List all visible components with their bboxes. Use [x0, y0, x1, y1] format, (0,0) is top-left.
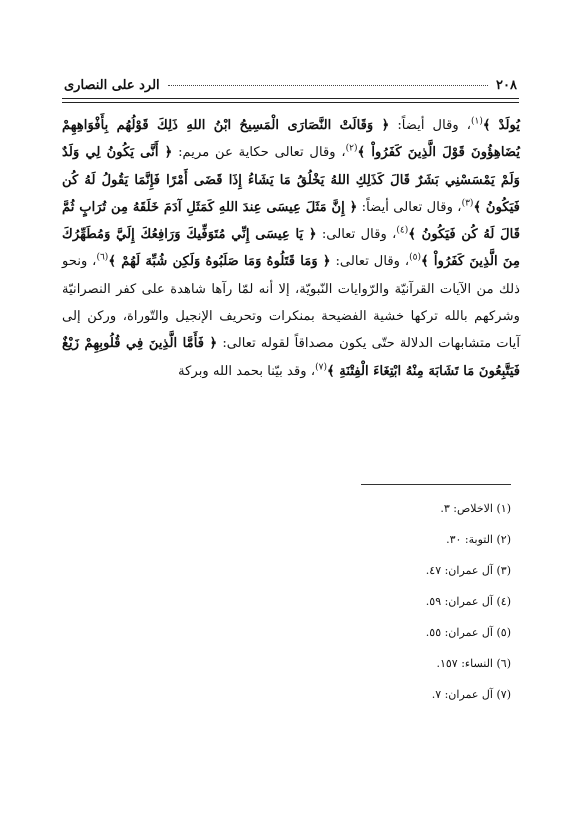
footnotes-list [211, 500, 511, 717]
body-text: ، وقال تعالى حكاية عن مريم: [172, 145, 346, 161]
footnote-item: (٣) آل عمران: ٤٧. [425, 564, 511, 577]
header-rule [62, 98, 519, 103]
quran-verse: ﴿ إِنَّ مَثَلَ عِيسَى عِندَ اللهِ كَمَثَلِ آدَمَ خَلَقَهُ مِن تُرَابٍ ثُمَّ قَالَ لَهُ كُن فَيَكُونُ ﴾ [62, 199, 521, 243]
main-text [62, 112, 520, 385]
running-header [64, 74, 517, 96]
footnote-item: (١) الاخلاص: ٣. [440, 502, 511, 515]
body-text: ، وقال تعالى أيضاً: [357, 199, 462, 215]
footnote-ref: (٢) [345, 143, 358, 154]
footnote-ref: (٣) [461, 198, 474, 209]
footnote-item: (٢) التوبة: ٣٠. [446, 533, 511, 546]
footnote-item: (٥) آل عمران: ٥٥. [425, 626, 511, 639]
body-text: ، وقال تعالى: [316, 227, 397, 243]
quran-verse: ﴿ يَا عِيسَى إِنِّي مُتَوَفِّيكَ وَرَافِعُكَ إِلَيَّ وَمُطَهِّرُكَ مِنَ الَّذِينَ كَفَرُواْ ﴾ [62, 227, 521, 270]
footnote-ref: (٥) [409, 253, 421, 264]
footnote-ref: (٦) [96, 253, 109, 264]
main-paragraph [62, 112, 520, 385]
footnote-ref: (٤) [396, 225, 409, 236]
body-text: ، وقال أيضاً: [389, 118, 471, 133]
footnote-item: (٧) آل عمران: ٧. [431, 688, 511, 701]
body-text: ، ونحو ذلك من الآيات القرآنيّة والرّوايات النّبويّة، إلا أنه لمّا رآها شاهدة على كفر النصرانيّة وشركهم بالله تركها خشية الفضيحة بمنكرات وتحريف الإنجيل والتّوراة، وركن إلى آيات متشابهات الدلالة حتّى يكون مصداقاً لقوله تعالى: [62, 254, 520, 352]
quran-verse: ﴿ أَنَّى يَكُونُ لِي وَلَدٌ وَلَمْ يَمْسَسْنِي بَشَرٌ قَالَ كَذَلِكِ اللهُ يَخْلُقُ مَا يَشَاءُ إِذَا قَضَى أَمْرًا فَإِنَّمَا يَقُولُ لَهُ كُن فَيَكُونُ ﴾ [62, 145, 520, 215]
footnote-ref: (٧) [315, 362, 327, 373]
footnote-item: (٦) النساء: ١٥٧. [436, 657, 511, 670]
body-text: ، وقد بيّنا بحمد الله وبركة [178, 363, 316, 379]
quran-verse-fragment: يُولَدْ [498, 118, 520, 133]
verse-close-bracket: ﴾ [482, 118, 491, 133]
quran-verse: ﴿ وَمَا قَتَلُوهُ وَمَا صَلَبُوهُ وَلَكِن شُبِّهَ لَهُمْ ﴾ [108, 254, 331, 270]
page-number: ٢٠٨ [496, 77, 517, 93]
footnote-item: (٤) آل عمران: ٥٩. [425, 595, 511, 608]
footnote-ref: (١) [470, 116, 483, 127]
quran-verse: ﴿ وَقَالَتْ النَّصَارَى الْمَسِيحُ ابْنُ اللهِ ذَلِكَ قَوْلُهُم بِأَفْوَاهِهِمْ يُضَاهِؤُونَ قَوْلَ الَّذِينَ كَفَرُواْ ﴾ [62, 118, 520, 161]
body-text: ، وقال تعالى: [330, 254, 410, 270]
quran-verse: ﴿ فَأَمَّا الَّذِينَ فِي قُلُوبِهِمْ زَيْغٌ فَيَتَّبِعُونَ مَا تَشَابَهَ مِنْهُ ابْتِغَاءَ الْفِتْنَةِ ﴾ [62, 336, 520, 379]
running-title: الرد على النصارى [64, 77, 160, 93]
footnote-separator [361, 484, 511, 485]
header-dotted-line [168, 85, 488, 86]
